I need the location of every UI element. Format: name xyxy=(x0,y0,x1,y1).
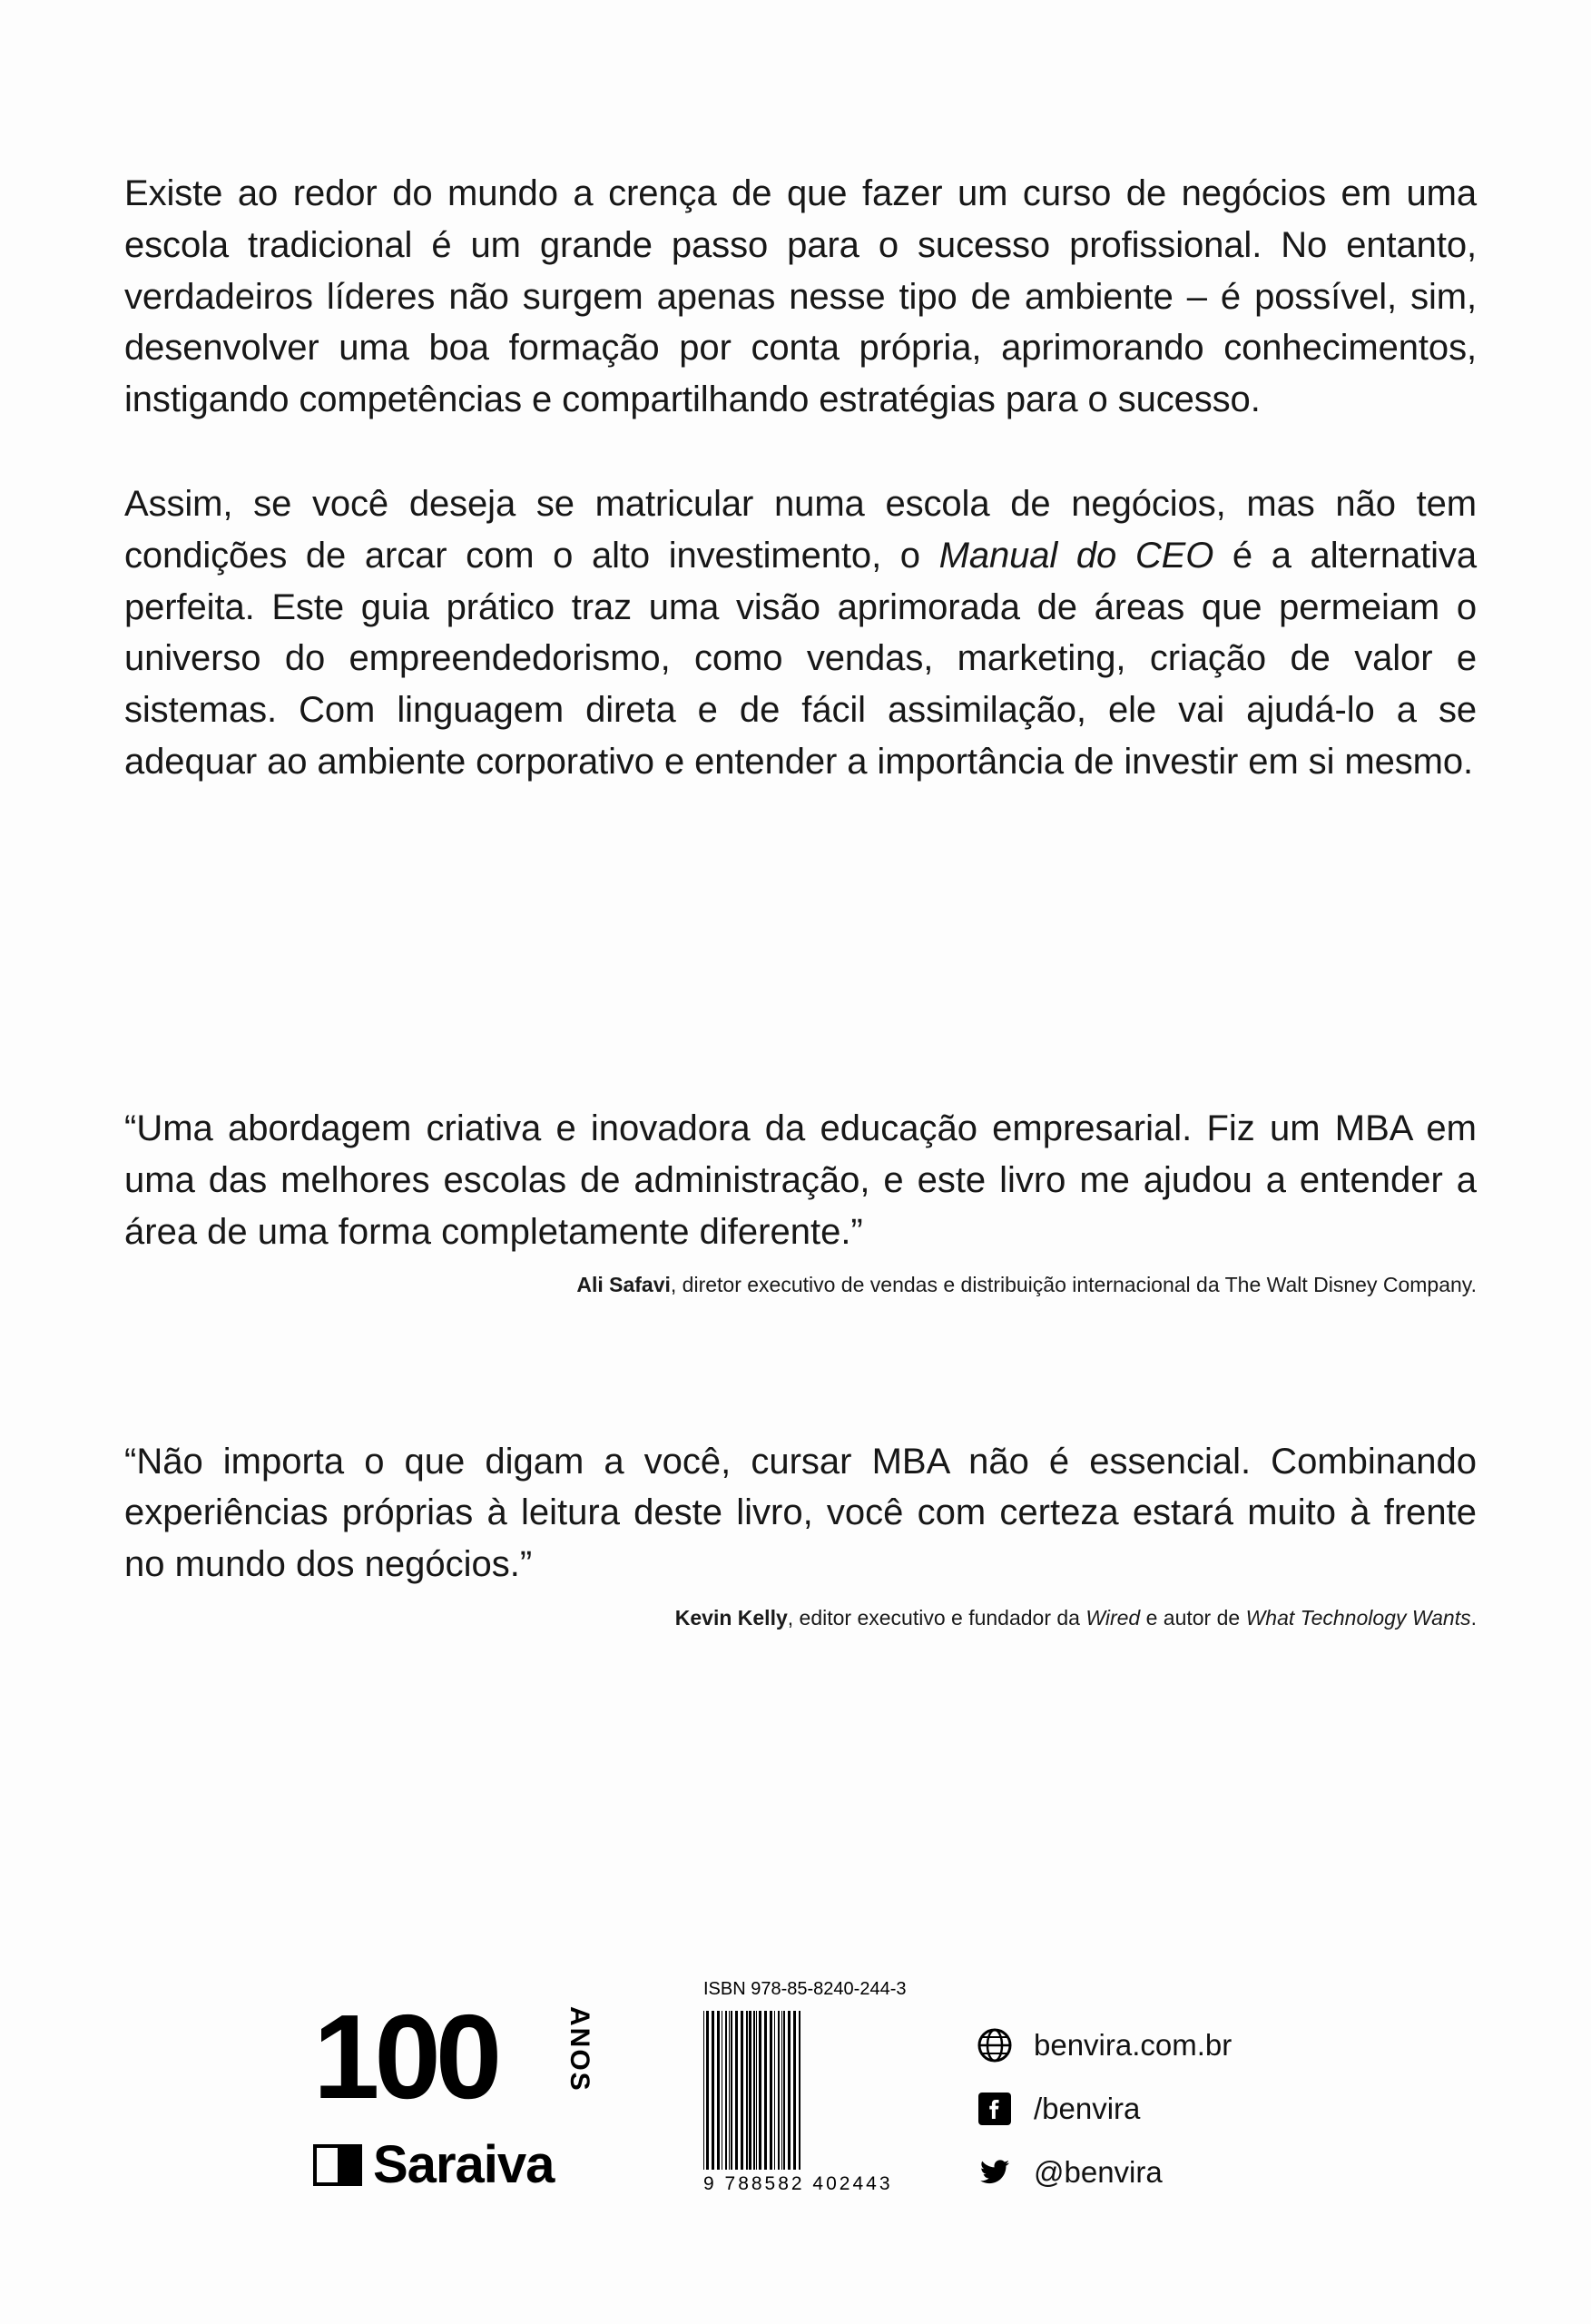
publisher-name-row xyxy=(313,2135,640,2194)
facebook-icon xyxy=(976,2090,1014,2128)
social-links xyxy=(976,2026,1339,2191)
blurb-text-block xyxy=(124,168,1477,788)
endorsement-1-quote: “Uma abordagem criativa e inovadora da educação empresarial. Fiz um MBA em uma das melhores escolas de administração, e este livro me ajudou a entender a área de uma forma completamente diferente.” xyxy=(124,1108,1477,1252)
twitter-icon xyxy=(976,2153,1014,2191)
social-link-website[interactable] xyxy=(976,2026,1339,2064)
endorsement-2-role-part-1: , editor executivo e fundador da xyxy=(787,1605,1086,1630)
endorsement-2 xyxy=(124,1436,1477,1633)
publisher-logo xyxy=(313,1990,640,2194)
paragraph-2-part-2: é a alternativa perfeita. Este guia prático traz uma visão aprimorada de áreas que permeiam o universo do empreendedorismo, como vendas, marketing, criação de valor e sistemas. Com linguagem direta e de fácil assimilação, ele vai ajudá-lo a se adequar ao ambiente corporativo e entender a importância de investir em si mesmo. xyxy=(124,535,1477,782)
endorsements xyxy=(124,1103,1477,1632)
endorsement-2-role-part-2: e autor de xyxy=(1140,1605,1246,1630)
website-label: benvira.com.br xyxy=(1034,2028,1233,2062)
cover-footer xyxy=(0,1979,1591,2288)
isbn-block xyxy=(703,1979,926,2195)
endorsement-2-quote: “Não importa o que digam a você, cursar MBA não é essencial. Combinando experiências próprias à leitura deste livro, você com certeza estará muito à frente no mundo dos negócios.” xyxy=(124,1441,1477,1585)
paragraph-1: Existe ao redor do mundo a crença de que fazer um curso de negócios em uma escola tradicional é um grande passo para o sucesso profissional. No entanto, verdadeiros líderes não surgem apenas nesse tipo de ambiente – é possível, sim, desenvolver uma boa formação por conta própria, aprimorando conhecimentos, instigando competências e compartilhando estratégias para o sucesso. xyxy=(124,173,1477,420)
social-link-twitter[interactable] xyxy=(976,2153,1339,2191)
globe-icon xyxy=(976,2026,1014,2064)
paragraph-2-part-1: Assim, se você deseja se matricular numa escola de negócios, mas não tem condições de arcar com o alto investimento, o xyxy=(124,483,1477,576)
anniversary-word: ANOS xyxy=(565,2006,594,2093)
endorsement-2-book: What Technology Wants xyxy=(1245,1605,1471,1630)
endorsement-1-author: Ali Safavi xyxy=(576,1273,671,1297)
endorsement-2-role-part-3: . xyxy=(1470,1605,1477,1630)
anniversary-number: 100 xyxy=(313,1990,497,2123)
book-title-mention: Manual do CEO xyxy=(938,535,1214,576)
endorsement-1-role: , diretor executivo de vendas e distribuição internacional da The Walt Disney Company. xyxy=(670,1273,1477,1297)
barcode-icon xyxy=(703,2011,905,2170)
endorsement-2-attribution xyxy=(124,1603,1477,1632)
endorsement-2-author: Kevin Kelly xyxy=(674,1605,788,1630)
paragraph-2 xyxy=(124,478,1477,788)
endorsement-1 xyxy=(124,1103,1477,1300)
endorsement-2-magazine: Wired xyxy=(1085,1605,1141,1630)
isbn-label: ISBN 978-85-8240-244-3 xyxy=(703,1979,907,1999)
twitter-label: @benvira xyxy=(1034,2155,1163,2189)
social-link-facebook[interactable] xyxy=(976,2090,1339,2128)
endorsement-1-attribution xyxy=(124,1270,1477,1299)
publisher-name: Saraiva xyxy=(373,2135,555,2194)
isbn-digits: 9 788582 402443 xyxy=(703,2173,893,2194)
facebook-label: /benvira xyxy=(1034,2092,1141,2125)
book-icon xyxy=(313,2144,362,2186)
